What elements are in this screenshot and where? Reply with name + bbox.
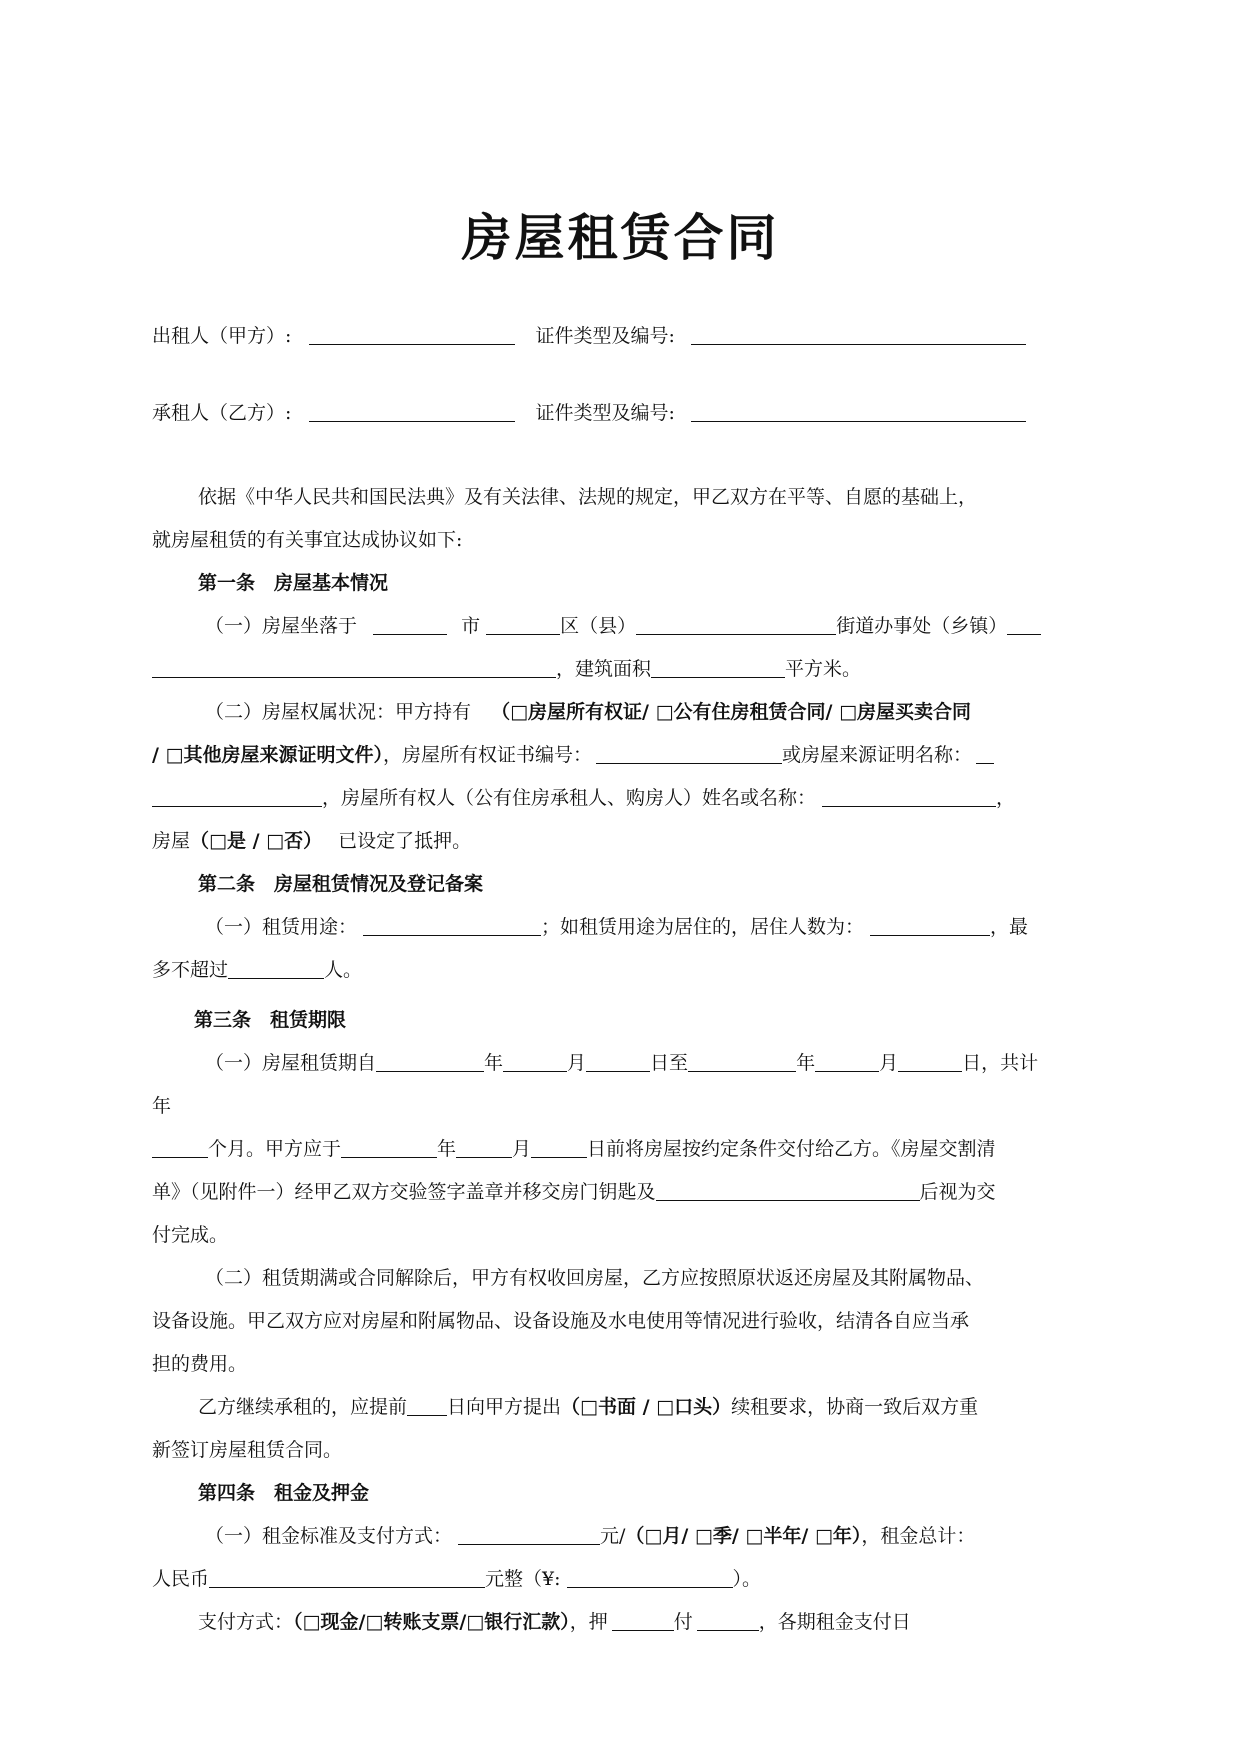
- article-3-p3-text-a: 乙方继续承租的，应提前: [198, 1396, 408, 1418]
- article-1-p2-line1: [205, 700, 971, 724]
- article-2-p1-line1: [205, 915, 1028, 939]
- start-year-label: 年: [484, 1052, 504, 1074]
- article-1-p2-text-d: ，房屋所有权人（公有住房承租人、购房人）姓名或名称：: [322, 787, 817, 809]
- article-2-heading: 第二条 房屋租赁情况及登记备案: [198, 873, 484, 895]
- article-2-p1-text-a: （一）租赁用途：: [205, 916, 358, 938]
- delivery-month-label: 月: [512, 1138, 532, 1160]
- article-1-p1-text-a: （一）房屋坐落于: [205, 615, 358, 637]
- article-1-p2-text-b: ，房屋所有权证书编号：: [383, 744, 593, 766]
- article-1-p1-text-e: ，建筑面积: [556, 658, 652, 680]
- lessor-id-blank[interactable]: [691, 326, 1026, 345]
- lessor-line: [152, 324, 1026, 348]
- article-3-p1-text-g: 后视为交: [919, 1181, 996, 1203]
- article-3-p1-text-f: 单》（见附件一）经甲乙双方交验签字盖章并移交房门钥匙及: [152, 1181, 656, 1203]
- handover-items-blank[interactable]: [656, 1182, 920, 1201]
- start-day-label: 日至: [650, 1052, 689, 1074]
- article-3-p1-line1: [205, 1051, 1038, 1075]
- article-4-p2-text-c: 付: [673, 1611, 693, 1633]
- article-1-p1-text-d: 街道办事处（乡镇）: [836, 615, 1008, 637]
- article-1-p2-line4: [152, 829, 471, 853]
- district-blank[interactable]: [486, 616, 560, 635]
- article-3-p1-line3: [152, 1137, 996, 1161]
- article-1-p1-text-b: 市: [461, 615, 481, 637]
- start-month-blank[interactable]: [503, 1053, 567, 1072]
- area-blank[interactable]: [651, 659, 785, 678]
- start-day-blank[interactable]: [586, 1053, 650, 1072]
- source-doc-name-blank[interactable]: [152, 788, 322, 807]
- article-4-heading: 第四条 租金及押金: [198, 1482, 370, 1504]
- end-month-blank[interactable]: [815, 1053, 879, 1072]
- article-3-p2-line1: （二）租赁期满或合同解除后，甲方有权收回房屋，乙方应按照原状返还房屋及其附属物品、: [205, 1267, 985, 1289]
- article-2-p1-text-b: ；如租赁用途为居住的，居住人数为：: [541, 916, 865, 938]
- certificate-number-blank[interactable]: [596, 745, 782, 764]
- rent-period-options[interactable]: （□月/ □季/ □半年/ □年）: [625, 1525, 862, 1547]
- ownership-doc-options-2[interactable]: / □其他房屋来源证明文件）: [152, 744, 384, 766]
- article-4-p1-line2: [152, 1567, 761, 1591]
- article-1-p2-text-g: 已设定了抵押。: [338, 830, 472, 852]
- article-3-heading: 第三条 租赁期限: [194, 1009, 347, 1031]
- article-2-p1-text-c: ，最: [990, 916, 1029, 938]
- article-2-p1-text-e: 人。: [324, 959, 363, 981]
- rent-total-words-blank[interactable]: [209, 1569, 485, 1588]
- article-3-p1-text-a: （一）房屋租赁期自: [205, 1052, 377, 1074]
- start-month-label: 月: [567, 1052, 587, 1074]
- article-3-p1-text-e: 日前将房屋按约定条件交付给乙方。《房屋交割清: [587, 1138, 996, 1160]
- article-1-p1-text-c: 区（县）: [560, 615, 637, 637]
- article-4-p1-line1: [205, 1524, 975, 1548]
- lessee-name-blank[interactable]: [309, 403, 515, 422]
- article-3-p2-line2: 设备设施。甲乙双方应对房屋和附属物品、设备设施及水电使用等情况进行验收，结清各自应当承: [152, 1310, 970, 1332]
- article-3-p3-text-c: 续租要求，协商一致后双方重: [731, 1396, 979, 1418]
- article-4-p2-text-b: ，押: [569, 1611, 608, 1633]
- article-4-p1-text-d: 人民币: [152, 1568, 210, 1590]
- lessee-id-blank[interactable]: [691, 403, 1026, 422]
- term-months-blank[interactable]: [152, 1139, 208, 1158]
- city-blank[interactable]: [373, 616, 447, 635]
- end-month-label: 月: [879, 1052, 899, 1074]
- article-4-p1-text-e: 元整（¥:: [485, 1568, 561, 1590]
- delivery-year-blank[interactable]: [341, 1139, 437, 1158]
- article-4-p1-text-a: （一）租金标准及支付方式：: [205, 1525, 453, 1547]
- lessor-id-label: 证件类型及编号:: [535, 325, 675, 347]
- article-3-p1-line4: [152, 1180, 996, 1204]
- address-blank[interactable]: [152, 659, 556, 678]
- article-2-p1-line2: [152, 958, 362, 982]
- article-1-p1-line2: [152, 657, 861, 681]
- town-blank[interactable]: [1007, 616, 1041, 635]
- article-4-p1-text-b: 元/: [600, 1525, 626, 1547]
- article-1-p2-text-a: （二）房屋权属状况：甲方持有: [205, 701, 472, 723]
- rent-amount-blank[interactable]: [458, 1526, 600, 1545]
- intro-line-1: 依据《中华人民共和国民法典》及有关法律、法规的规定，甲乙双方在平等、自愿的基础上，: [198, 486, 978, 508]
- max-occupants-blank[interactable]: [228, 960, 324, 979]
- article-4-p2-line1: [198, 1610, 911, 1634]
- article-1-p2-line2: [152, 743, 994, 767]
- payment-method-options[interactable]: （□现金/□转账支票/□银行汇款）: [293, 1611, 570, 1633]
- article-1-p2-text-c: 或房屋来源证明名称：: [782, 744, 973, 766]
- lessee-id-label: 证件类型及编号:: [535, 402, 675, 424]
- lessor-name-blank[interactable]: [309, 326, 515, 345]
- lessee-label: 承租人（乙方）:: [152, 402, 292, 424]
- owner-name-blank[interactable]: [822, 788, 996, 807]
- article-4-p2-text-d: ，各期租金支付日: [758, 1611, 911, 1633]
- end-year-blank[interactable]: [688, 1053, 796, 1072]
- payment-months-blank[interactable]: [697, 1612, 759, 1631]
- end-year-label: 年: [796, 1052, 816, 1074]
- lessee-line: [152, 401, 1026, 425]
- article-3-p3-text-b: 日向甲方提出: [447, 1396, 562, 1418]
- renewal-notice-days-blank[interactable]: [407, 1397, 447, 1416]
- article-4-p1-text-f: ）。: [732, 1568, 762, 1590]
- document-title: 房屋租赁合同: [461, 208, 780, 267]
- delivery-day-blank[interactable]: [531, 1139, 587, 1158]
- start-year-blank[interactable]: [376, 1053, 484, 1072]
- article-4-p1-text-c: ，租金总计：: [861, 1525, 976, 1547]
- article-1-p2-line3: [152, 786, 1015, 810]
- article-1-heading: 第一条 房屋基本情况: [198, 572, 389, 594]
- source-doc-name-blank-start[interactable]: [976, 745, 994, 764]
- article-1-p1-line1: [205, 614, 1041, 638]
- street-blank[interactable]: [636, 616, 836, 635]
- renewal-method-options[interactable]: （□书面 / □口头）: [561, 1396, 732, 1418]
- article-3-p3-line1: [198, 1395, 978, 1419]
- lease-purpose-blank[interactable]: [363, 917, 541, 936]
- delivery-year-label: 年: [437, 1138, 457, 1160]
- article-4-p2-text-a: 支付方式：: [198, 1611, 294, 1633]
- article-3-p2-line3: 担的费用。: [152, 1353, 248, 1375]
- ownership-doc-options-1[interactable]: （□房屋所有权证/ □公有住房租赁合同/ □房屋买卖合同: [491, 701, 972, 723]
- lessor-label: 出租人（甲方）:: [152, 325, 292, 347]
- article-3-p1-text-d: 个月。甲方应于: [208, 1138, 342, 1160]
- article-3-p1-line5: 付完成。: [152, 1224, 229, 1246]
- article-3-p1-line2: 年: [152, 1095, 172, 1117]
- mortgage-options[interactable]: （□是 / □否）: [190, 830, 323, 852]
- article-3-p3-line2: 新签订房屋租赁合同。: [152, 1439, 343, 1461]
- article-1-p2-text-e: ，: [996, 787, 1016, 809]
- end-day-blank[interactable]: [898, 1053, 962, 1072]
- article-2-p1-text-d: 多不超过: [152, 959, 229, 981]
- article-1-p1-text-f: 平方米。: [785, 658, 862, 680]
- delivery-month-blank[interactable]: [456, 1139, 512, 1158]
- deposit-months-blank[interactable]: [612, 1612, 674, 1631]
- article-3-p1-text-b: 日，共计: [962, 1052, 1039, 1074]
- rent-total-number-blank[interactable]: [567, 1569, 733, 1588]
- intro-line-2: 就房屋租赁的有关事宜达成协议如下:: [152, 529, 463, 551]
- article-1-p2-text-f: 房屋: [152, 830, 191, 852]
- occupant-count-blank[interactable]: [870, 917, 990, 936]
